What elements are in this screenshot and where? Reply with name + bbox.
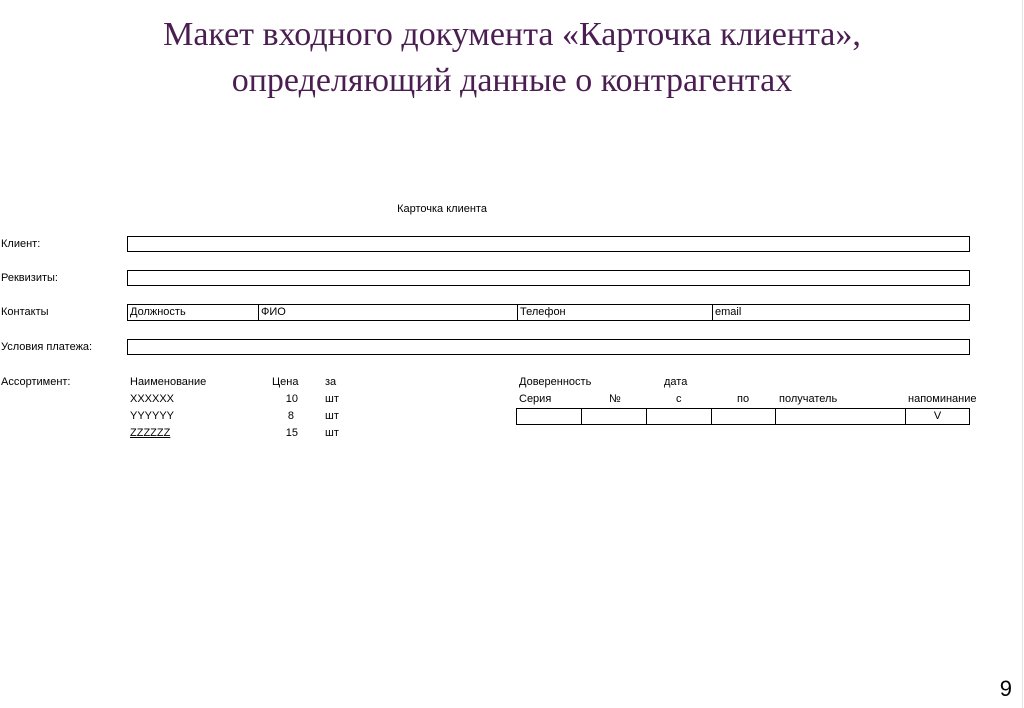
assortment-header-name: Наименование — [130, 376, 207, 388]
poa-series-cell[interactable] — [517, 409, 582, 424]
poa-table — [516, 408, 970, 425]
contacts-col-fullname[interactable]: ФИО — [259, 305, 518, 320]
contacts-col-position[interactable]: Должность — [128, 305, 259, 320]
slide-title — [0, 12, 1024, 104]
assortment-header-price: Цена — [272, 376, 299, 388]
assortment-row-price: 15 — [285, 427, 298, 439]
client-label: Клиент: — [1, 238, 41, 250]
contacts-col-phone[interactable]: Телефон — [518, 305, 713, 320]
poa-col-to: по — [737, 393, 750, 405]
client-field[interactable] — [127, 236, 970, 252]
poa-col-from: с — [676, 393, 682, 405]
assortment-header-per: за — [325, 376, 337, 388]
payment-terms-label: Условия платежа: — [1, 341, 93, 353]
assortment-row-unit: шт — [325, 427, 339, 439]
card-heading: Карточка клиента — [397, 203, 487, 215]
contacts-col-email[interactable]: email — [715, 306, 742, 318]
slide-title-line-1: Макет входного документа «Карточка клиента», — [163, 16, 861, 53]
payment-terms-field[interactable] — [127, 339, 970, 355]
poa-date-label: дата — [664, 376, 688, 388]
poa-col-recipient: получатель — [779, 393, 838, 405]
assortment-label: Ассортимент: — [1, 376, 71, 388]
assortment-row-name: XXXXXX — [130, 393, 175, 405]
poa-col-reminder: напоминание — [908, 393, 977, 405]
slide-title-line-2: определяющий данные о контрагентах — [231, 62, 793, 99]
poa-col-series: Серия — [519, 393, 552, 405]
slide-edge — [1022, 0, 1023, 708]
assortment-row-price: 8 — [287, 410, 294, 422]
assortment-row-unit: шт — [325, 410, 339, 422]
requisites-label: Реквизиты: — [1, 272, 58, 284]
page-number: 9 — [999, 676, 1012, 701]
poa-reminder-cell[interactable]: V — [933, 410, 942, 422]
poa-to-cell[interactable] — [712, 409, 776, 424]
poa-recipient-cell[interactable] — [776, 409, 906, 424]
poa-from-cell[interactable] — [647, 409, 712, 424]
poa-col-number: № — [609, 393, 621, 405]
poa-number-cell[interactable] — [582, 409, 647, 424]
requisites-field[interactable] — [127, 270, 970, 286]
assortment-row-name: YYYYYY — [130, 410, 175, 422]
contacts-table — [127, 304, 970, 321]
assortment-row-unit: шт — [325, 393, 339, 405]
assortment-row-price: 10 — [285, 393, 298, 405]
contacts-label: Контакты — [1, 306, 49, 318]
poa-title: Доверенность — [519, 376, 592, 388]
assortment-row-name: ZZZZZZ — [130, 427, 171, 439]
